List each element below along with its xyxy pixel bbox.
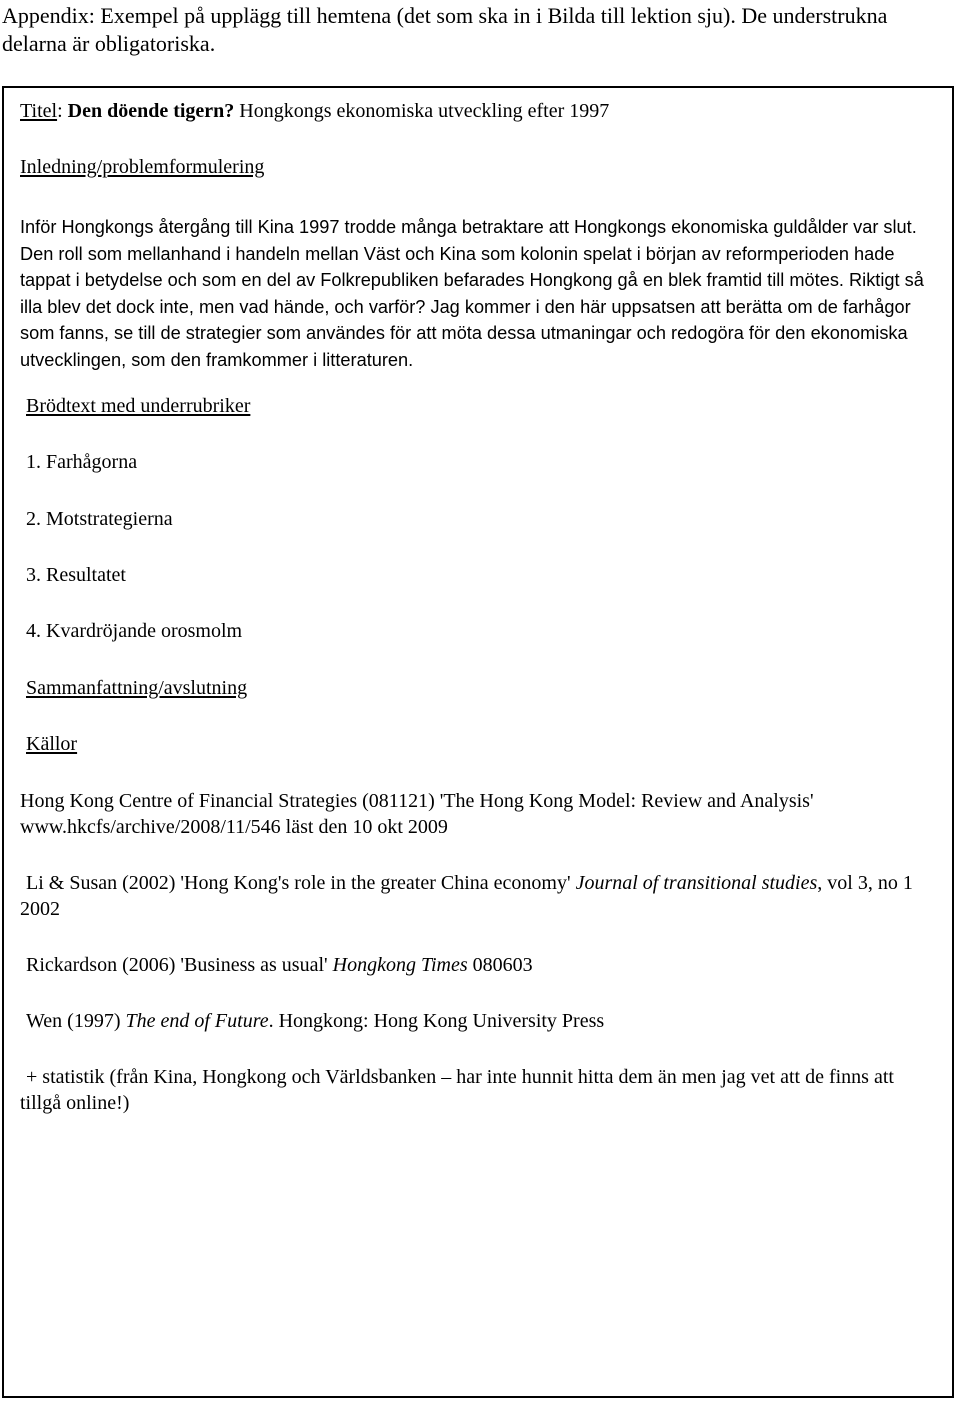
title-label: Titel <box>20 100 58 122</box>
source-entry-2-details: , vol 3, no 1 2002 <box>20 872 913 920</box>
source-entry-4-details: . Hongkong: Hong Kong University Press <box>268 1010 605 1032</box>
title-subtitle: Hongkongs ekonomiska utveckling efter 1997 <box>234 100 610 122</box>
source-entry-3-publication: Hongkong Times <box>332 954 468 976</box>
subheading-item-2: 2. Motstrategierna <box>26 508 173 530</box>
source-entry-3-text: Rickardson (2006) 'Business as usual' <box>26 954 333 976</box>
title-colon: : <box>57 100 68 122</box>
intro-heading: Inledning/problemformulering <box>20 156 265 178</box>
summary-heading: Sammanfattning/avslutning <box>26 677 248 699</box>
appendix-heading: Appendix: Exempel på upplägg till hemtena (det som ska in i Bilda till lektion sju). De understrukna delarna är obligatoriska. <box>2 3 888 56</box>
subheading-item-3: 3. Resultatet <box>26 564 126 586</box>
intro-body: Inför Hongkongs återgång till Kina 1997 trodde många betraktare att Hongkongs ekonomiska guldålder var slut. Den roll som mellanhand i handeln mellan Väst och Kina som kolonin spelat i början av reformperioden hade tappat i betydelse och som en del av Folkrepubliken befarades Hongkong gå en blek framtid till mötes. Riktigt så illa blev det dock inte, men vad hände, och varför? Jag kommer i den här uppsatsen att berätta om de farhågor som fanns, se till de strategier som användes för att möta dessa utmaningar och redogöra för den ekonomiska utvecklingen, som den framkommer i litteraturen. <box>20 217 924 370</box>
source-entry-4-book: The end of Future <box>125 1010 269 1032</box>
body-heading: Brödtext med underrubriker <box>26 395 251 417</box>
source-entry-3-details: 080603 <box>467 954 533 976</box>
source-entry-4-text: Wen (1997) <box>26 1010 126 1032</box>
document-box <box>2 86 954 1398</box>
source-entry-2-journal: Journal of transitional studies <box>575 872 818 894</box>
source-entry-2-text: Li & Susan (2002) 'Hong Kong's role in the greater China economy' <box>26 872 576 894</box>
source-entry-3 <box>26 952 533 978</box>
source-entry-4 <box>26 1008 604 1034</box>
subheading-item-1: 1. Farhågorna <box>26 451 138 473</box>
sources-heading: Källor <box>26 733 78 755</box>
source-entry-1-line2: www.hkcfs/archive/2008/11/546 läst den 10 okt 2009 <box>20 816 448 838</box>
source-entry-1-line1: Hong Kong Centre of Financial Strategies (081121) 'The Hong Kong Model: Review and Analysis' <box>20 790 814 812</box>
title-line <box>20 98 609 124</box>
subheading-item-4: 4. Kvardröjande orosmolm <box>26 620 243 642</box>
title-main: Den döende tigern? <box>67 100 235 122</box>
statistics-note: + statistik (från Kina, Hongkong och Världsbanken – har inte hunnit hitta dem än men jag vet att de finns att tillgå online!) <box>20 1066 894 1114</box>
source-entry-2 <box>20 870 940 922</box>
